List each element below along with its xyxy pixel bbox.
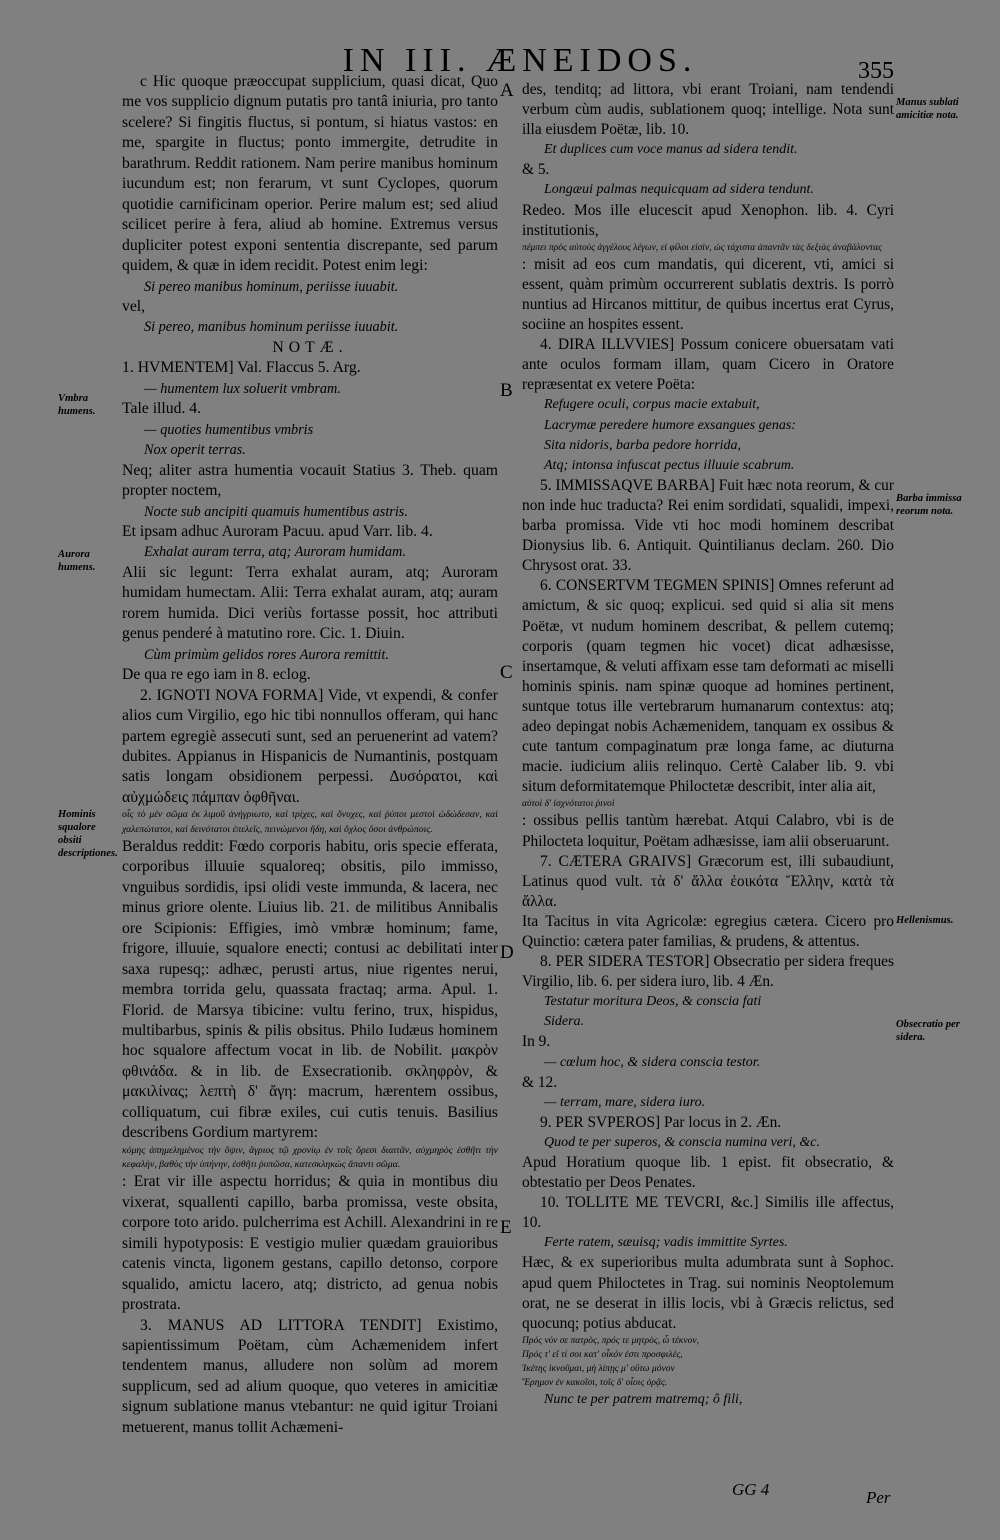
commentary-paragraph: Redeo. Mos ille elucescit apud Xenophon. lib. 4. Cyri institutionis, [522, 201, 894, 239]
note-entry: 4. DIRA ILLVVIES] Possum conicere obuersatam vati ante oculos formam illam, quam Cicero in Oratore repræsentat ex vetere Poëta: [522, 336, 894, 394]
verse-quote: Testatur moritura Deos, & conscia fati [544, 994, 762, 1010]
greek-quote: οἷς τὸ μὲν σῶμα ἐκ λιμοῦ ἀνήγριωτο, καὶ τρίχες, καὶ ὄνυχες, καὶ ῥύποι μεστοὶ ὠδώδεσαν, καὶ χαλεπώτατοι, καὶ δεινότατοι ἐπελεῖς, πεινώμενοι ἤδη, καὶ ὄχλος ὅσοι ἀνθρώποις. [122, 809, 498, 835]
text-line: vel, [122, 297, 146, 315]
notes-heading: NOTÆ. [272, 338, 348, 356]
commentary-paragraph: des, tenditq; ad littora, vbi erant Troiani, nam tendendi verbum cùm audis, sublationem quoq; intellige. Nota sunt illa eiusdem Poëtæ, lib. 10. [522, 81, 894, 139]
margin-note: Obsecratio per sidera. [896, 1019, 960, 1043]
commentary-paragraph: : Erat vir ille aspectu horridus; & quia in montibus diu vixerat, squallenti capillo, barba promissa, veste obsita, corpore toto arido. pulcherrima est Achill. Alexandrini in re simili hypotyposis: E vestigio mulier quædam grauioribus catenis vincta, ligonem gestans, capillo detonso, corpore squalido, amictu lacero, atq; districto, ad genua nobis prostrata. [122, 1173, 498, 1314]
verse-quote: Si pereo manibus hominum, periisse iuuabit. [144, 278, 399, 295]
running-head: IN III. ÆNEIDOS. [342, 42, 698, 79]
verse-quote: — terram, mare, sidera iuro. [544, 1094, 706, 1110]
page-number: 355 [858, 58, 894, 84]
note-entry: 7. CÆTERA GRAIVS] Græcorum est, illi subaudiunt, Latinus quod vult. τὰ δ' ἄλλα ἐοικότα Ἕλλην, κατὰ τὰ ἄλλα. [522, 852, 894, 910]
greek-verse: Ἱκέτης ἱκνοῦμαι, μὴ λίπῃς μ' οὕτω μόνον [522, 1362, 675, 1374]
verse-quote: Exhalat auram terra, atq; Auroram humidam. [144, 544, 406, 561]
verse-quote: Cùm primùm gelidos rores Aurora remittit. [144, 646, 389, 663]
commentary-paragraph: Apud Horatium quoque lib. 1 epist. fit obsecratio, & obtestatio per Deos Penates. [522, 1154, 894, 1192]
commentary-paragraph: Et ipsam adhuc Auroram Pacuu. apud Varr. lib. 4. [122, 522, 433, 540]
right-column [522, 80, 894, 1410]
catchword: Per [866, 1488, 891, 1507]
margin-note: Hominis squalore obsiti descriptiones. [58, 809, 118, 859]
commentary-paragraph: : misit ad eos cum mandatis, qui dicerent, vti, amici si essent, quàm primùm occurrerent sublatis dextris. Is porrò nuntius ad Hircanos mittitur, de quibus incertus erat Cyrus, sociine an hospites essent. [522, 255, 894, 334]
greek-quote: κόμης ἀπημελημένος τὴν ὄψιν, ἄγριος τῷ χρονίῳ ἐν τοῖς ὄρεσι διαιτᾶν, αὐχμηρὸς ἐσθῆτι τὴν κεφαλὴν, βαθὺς τὴν ὑπήνην, ἐσθῆτι ῥυπῶσα, κατεσκληκὼς ἅπαντι σῶμα. [122, 1144, 498, 1171]
greek-quote: πέμπει πρὸς αὐτοὺς ἀγγέλους λέγων, εἰ φίλοι εἰσὶν, ὡς τάχιστα ἀπαντᾶν τὰς δεξιὰς ἀναβάλοντας [522, 241, 882, 253]
verse-quote: Nocte sub ancipiti quamuis humentibus astris. [144, 503, 408, 520]
verse-quote: — quoties humentibus vmbris [144, 421, 314, 438]
verse-quote: Si pereo, manibus hominum periisse iuuabit. [144, 319, 399, 336]
greek-verse: Πρός νύν σε πατρὸς, πρός τε μητρὸς, ὦ τέκνον, [522, 1334, 699, 1346]
greek-quote: αὐτοὶ δ' ἰσχνότατοι ῥινοὶ [522, 798, 615, 810]
text-line: Tale illud. 4. [122, 400, 202, 418]
verse-quote: — cœlum hoc, & sidera conscia testor. [544, 1054, 761, 1070]
note-entry: 5. IMMISSAQVE BARBA] Fuit hæc nota reorum, & cur non inde huc traducta? Rei enim sordidati, squalidi, impexi, barba promissa. Vide vti hoc modi hominem describat Dionysius lib. 6. Antiquit. Quintilianus declam. 260. Dio Chrysost orat. 33. [522, 476, 894, 575]
section-marker-a: A [500, 80, 514, 101]
note-entry: 2. IGNOTI NOVA FORMA] Vide, vt expendi, & confer alios cum Virgilio, ego hic tibi nonnullos offeram, qui hanc partem egregiè assecuti sunt, sed an peruenerint ad vatem? dubites. Appianus in Hispanicis de Numantinis, postquam satis longam obsidionem perpessi. Δυσόρατοι, καὶ αὐχμώδεις πάμπαν ὀφθῆναι. [122, 686, 498, 806]
margin-note: Manus sublati amicitiæ nota. [896, 97, 959, 121]
commentary-paragraph: : ossibus pellis tantùm hærebat. Atqui Calabro, vbi is de Philocteta loquitur, Poëtam adhæsisse, iam alii obseruarunt. [522, 812, 894, 850]
margin-note: Aurora humens. [58, 549, 96, 573]
verse-quote: Longæui palmas nequicquam ad sidera tendunt. [544, 182, 814, 198]
verse-quote: Atq; intonsa infuscat pectus illuuie scabrum. [544, 457, 795, 473]
section-marker-b: B [500, 380, 513, 401]
verse-quote: Quod te per superos, & conscia numina veri, &c. [544, 1134, 820, 1150]
text-line: & 12. [522, 1073, 558, 1091]
text-line: & 5. [522, 161, 550, 179]
note-entry: 9. PER SVPEROS] Par locus in 2. Æn. [540, 1113, 782, 1131]
text-line: In 9. [522, 1033, 551, 1051]
margin-note: Vmbra humens. [58, 393, 96, 417]
left-column [122, 72, 498, 1438]
signature-mark: GG 4 [732, 1480, 770, 1499]
verse-quote: Lacrymæ peredere humore exsangues genas: [544, 417, 796, 433]
commentary-paragraph: Alii sic legunt: Terra exhalat auram, atq; Auroram humidam humectam. Alii: Terra exhalat auram, atq; auram rorem humida. Dici veriùs fortasse possit, hoc attributi genus penderé à matutino rore. Cic. 1. Diuin. [122, 563, 498, 643]
greek-verse: Πρός τ' εἴ τί σοι κατ' οἶκόν ἐστι προσφιλὲς, [522, 1348, 683, 1360]
text-line: De qua re ego iam in 8. eclog. [122, 666, 311, 684]
verse-quote: — humentem lux soluerit vmbram. [144, 380, 341, 397]
margin-note: Hellenismus. [896, 915, 954, 926]
verse-quote: Refugere oculi, corpus macie extabuit, [544, 397, 760, 413]
section-marker-c: C [500, 662, 513, 683]
note-entry: 6. CONSERTVM TEGMEN SPINIS] Omnes referunt ad amictum, & sic quoq; explicui. sed quid si alia sit mens Poëtæ, vt nudum hominem describat, & pellem cutemq; corporis (quam tegmen hic vocet) dicat adhæsisse, insertamque, & veluti affixam esse tam deformati ac miselli hominis spinis. nam spinæ quoque ad homines pertinent, suntque totus ille vertebrarum humanarum contextus: atq; adeo depingat nobis Achæmenidem, tanquam ex ossibus & cute tantum compaginatum præ longa fame, ac diuturna macie. iudicium aliis relinquo. Certè Calaber lib. 9. vbi situm deformitatemque Philoctetæ describit, inter alia ait, [522, 577, 894, 796]
verse-quote: Sidera. [544, 1014, 585, 1030]
verse-quote: Et duplices cum voce manus ad sidera tendit. [544, 142, 798, 158]
note-entry: 10. TOLLITE ME TEVCRI, &c.] Similis ille affectus, 10. [522, 1194, 894, 1232]
note-entry: 3. MANUS AD LITTORA TENDIT] Existimo, sapientissimum Poëtam, cùm Achæmenidem infert tendentem manus, alludere non solùm ad morem supplicum, sed ad alium quoque, quo veteres in amicitiæ signum sublatione manus vtebantur: ne quid igitur Troiani metuerent, manus tollit Achæmeni- [122, 1316, 498, 1436]
commentary-paragraph: Beraldus reddit: Fœdo corporis habitu, oris specie efferata, corporibus illuuie squaloreq; obsitis, pilo immisso, vnguibus sordidis, ipsi olidi veste immunda, & lacera, nec minus griore olente. Liuius lib. 21. de militibus Annibalis ore Scipionis: Effigies, imò vmbræ hominum; fame, frigore, illuuie, squalore enecti; contusi ac debilitati inter saxa rupesq;: adhæc, perusti artus, niue rigentes nerui, membra torrida gelu, quassata fractaq; arma. Apul. 1. Florid. de Marsya tibicine: vultu ferino, trux, hispidus, multibarbus, spinis & pilis obsitus. Philo Iudæus hominem hoc squalore affectum vocat in lib. de Nobilit. μακρὸν φθινάδα. & in lib. de Exsecrationib. σκληφρὸν, & μακιλίνας; λεπτὴ δ' ἄγη: macrum, hærentem ossibus, colliquatum, cui fibræ exiles, cui cutis tenuis. Basilius describens Gordium martyrem: [122, 837, 498, 1142]
margin-note: Barba immissa reorum nota. [896, 493, 962, 517]
commentary-paragraph: c Hic quoque præoccupat supplicium, quasi dicat, Quo me vos supplicio dignum putatis pro tantâ iniuria, pro tanto scelere? Si fingitis fluctus, si pontum, si hiatus vastos: en me, spargite in fluctus; ponto immergite, detrudite in barathrum. Reddit rationem. Nam perire manibus hominum iucundum est; non ferarum, vt sunt Cyclopes, quorum quotidie carnificinam operior. Perire malum est; sed aliud scilicet perire à fera, aliud ab homine. Extremus versus dupliciter potest exponi sententia discrepante, sed parum quidem, & quæ in idem recidit. Potest enim legi: [122, 73, 498, 275]
verse-quote: Nox operit terras. [144, 442, 246, 459]
verse-quote: Nunc te per patrem matremq; ô fili, [544, 1392, 743, 1408]
commentary-paragraph: Hæc, & ex superioribus multa adumbrata sunt à Sophoc. apud quem Philoctetes in Trag. sui nominis Neoptolemum orat, ne se deserat in illis locis, vbi à Græcis relictus, sed quocunq; potius abducat. [522, 1254, 894, 1332]
greek-verse: Ἔρημον ἐν κακοῖσι, τοῖς δ' οἷοις ὁρᾷς. [522, 1377, 668, 1389]
note-entry: 1. HVMENTEM] Val. Flaccus 5. Arg. [122, 359, 361, 377]
section-marker-d: D [500, 942, 514, 963]
commentary-paragraph: Ita Tacitus in vita Agricolæ: egregius cætera. Cicero pro Quinctio: cætera pater familias, & prudens, & attentus. [522, 912, 894, 950]
section-marker-e: E [500, 1217, 512, 1238]
verse-quote: Sita nidoris, barba pedore horrida, [544, 437, 742, 453]
commentary-paragraph: Neq; aliter astra humentia vocauit Statius 3. Theb. quam propter noctem, [122, 461, 498, 500]
verse-quote: Ferte ratem, sæuisq; vadis immittite Syrtes. [544, 1235, 788, 1251]
note-entry: 8. PER SIDERA TESTOR] Obsecratio per sidera freques Virgilio, lib. 6. per sidera iuro, lib. 4 Æn. [522, 953, 894, 991]
